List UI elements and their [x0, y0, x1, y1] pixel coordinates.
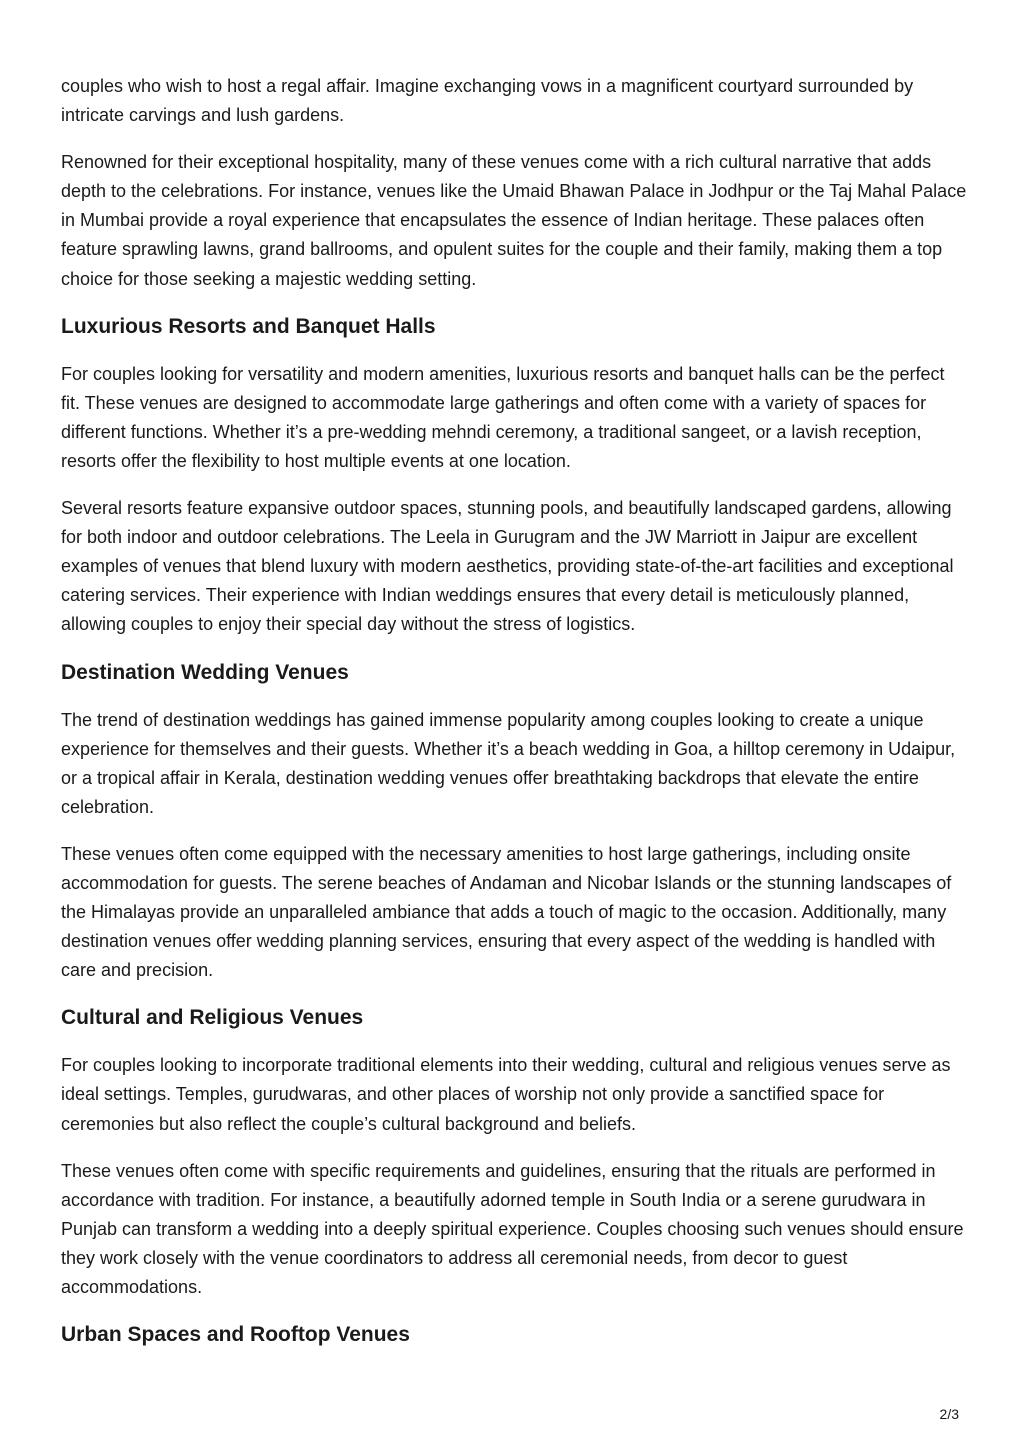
paragraph-cultural-settings: For couples looking to incorporate traditional elements into their wedding, cultural and religious venues serve as ideal settings. Temples, gurudwaras, and other places of worship not only provide a sanctified space for ceremonies but also reflect the couple’s cultural background and beliefs.	[61, 1055, 951, 1134]
paragraph-palace-hospitality: Renowned for their exceptional hospitality, many of these venues come with a rich cultural narrative that adds depth to the celebrations. For instance, venues like the Umaid Bhawan Palace in Jodhpur or the Taj Mahal Palace in Mumbai provide a royal experience that encapsulates the essence of Indian heritage. These palaces often feature sprawling lawns, grand ballrooms, and opulent suites for the couple and their family, making them a top choice for those seeking a majestic wedding setting.	[61, 152, 967, 289]
heading-luxurious-resorts: Luxurious Resorts and Banquet Halls	[61, 314, 436, 338]
paragraph-destination-trend: The trend of destination weddings has gained immense popularity among couples looking to create a unique experience for themselves and their guests. Whether it’s a beach wedding in Goa, a hilltop ceremony in Udaipur, or a tropical affair in Kerala, destination wedding venues offer breathtaking backdrops that elevate the entire celebration.	[61, 709, 956, 817]
document-page	[61, 72, 967, 1368]
paragraph-cultural-requirements: These venues often come with specific requirements and guidelines, ensuring that the rituals are performed in accordance with tradition. For instance, a beautifully adorned temple in South India or a serene gurudwara in Punjab can transform a wedding into a deeply spiritual experience. Couples choosing such venues should ensure they work closely with the venue coordinators to address all ceremonial needs, from decor to guest accommodations.	[61, 1160, 964, 1297]
heading-destination-venues: Destination Wedding Venues	[61, 660, 349, 684]
heading-urban-rooftop: Urban Spaces and Rooftop Venues	[61, 1323, 410, 1347]
page-number: 2/3	[939, 1406, 959, 1422]
heading-cultural-venues: Cultural and Religious Venues	[61, 1006, 364, 1030]
paragraph-resorts-versatility: For couples looking for versatility and modern amenities, luxurious resorts and banquet halls can be the perfect fit. These venues are designed to accommodate large gatherings and often come with a variety of spaces for different functions. Whether it’s a pre-wedding mehndi ceremony, a traditional sangeet, or a lavish reception, resorts offer the flexibility to host multiple events at one location.	[61, 363, 945, 471]
paragraph-resorts-examples: Several resorts feature expansive outdoor spaces, stunning pools, and beautifully landscaped gardens, allowing for both indoor and outdoor celebrations. The Leela in Gurugram and the JW Marriott in Jaipur are excellent examples of venues that blend luxury with modern aesthetics, providing state-of-the-art facilities and exceptional catering services. Their experience with Indian weddings ensures that every detail is meticulously planned, allowing couples to enjoy their special day without the stress of logistics.	[61, 498, 954, 635]
paragraph-regal-affair: couples who wish to host a regal affair. Imagine exchanging vows in a magnificent courtyard surrounded by intricate carvings and lush gardens.	[61, 76, 914, 126]
paragraph-destination-amenities: These venues often come equipped with the necessary amenities to host large gatherings, including onsite accommodation for guests. The serene beaches of Andaman and Nicobar Islands or the stunning landscapes of the Himalayas provide an unparalleled ambiance that adds a touch of magic to the occasion. Additionally, many destination venues offer wedding planning services, ensuring that every aspect of the wedding is handled with care and precision.	[61, 843, 952, 981]
